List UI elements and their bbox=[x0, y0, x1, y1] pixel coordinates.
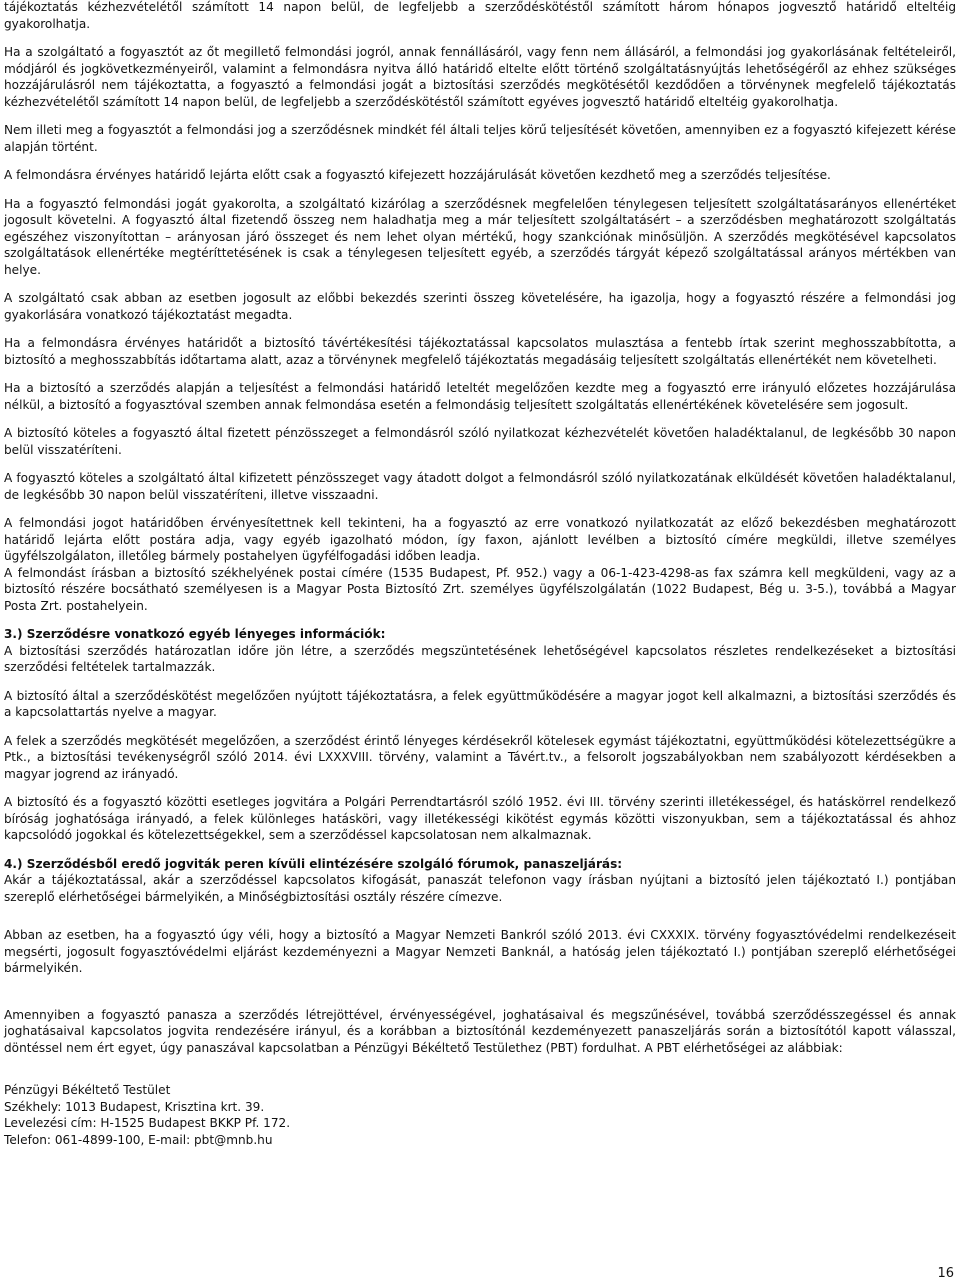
pbt-mail-address: Levelezési cím: H-1525 Budapest BKKP Pf. 172. bbox=[4, 1116, 291, 1130]
paragraph-performance-start: A felmondásra érvényes határidő lejárta előtt csak a fogyasztó kifejezett hozzájárulását követően kezdhető meg a szerződés teljesítése. bbox=[4, 168, 831, 182]
page-number: 16 bbox=[937, 1266, 954, 1281]
paragraph-consumer-refund: A fogyasztó köteles a szolgáltató által kifizetett pénzösszeget vagy átadott dolgot a felmondásról szóló nyilatkozatának elküldését követően haladéktalanul, de legkésőbb 30 napon belül visszatéríteni, illetve visszaadni. bbox=[4, 471, 956, 502]
paragraph-withdrawal-no-info: Ha a szolgáltató a fogyasztót az őt megillető felmondási jogról, annak fennállásáról, vagy fenn nem állásáról, a felmondási jog gyakorlásának feltételeiről, módjáról és jogkövetkezményeiről, valamint a felmondásra nyitva álló határidő eltelte előtt történő szolgáltatásnyújtás lehetőségéről az ehhez szükséges hozzájárulásról nem tájékoztatta, a fogyasztó a felmondási jogát a biztosítási szerződés megkötésétől kezdődően a törvénynek megfelelő tájékoztatás kézhezvételétől számított 14 napon belül, de legfeljebb a szerződéskötéstől számított egyéves jogvesztő határidő elteltéig gyakorolhatja. bbox=[4, 45, 956, 109]
paragraph-mnb-procedure: Abban az esetben, ha a fogyasztó úgy véli, hogy a biztosító a Magyar Nemzeti Bankról szóló 2013. évi CXXXIX. törvény fogyasztóvédelmi rendelkezéseit megsérti, jogosult fogyasztóvédelmi eljárást kezdeményezni a Magyar Nemzeti Banknál, a hatóság jelen tájékoztató I.) pontjában szereplő elérhetőségei bármelyikén. bbox=[4, 928, 956, 975]
paragraph-early-performance: Ha a biztosító a szerződés alapján a teljesítést a felmondási határidő leteltét megelőzően kezdte meg a fogyasztó erre irányuló előzetes hozzájárulása nélkül, a biztosító a fogyasztóval szemben annak felmondása esetén a felmondásig teljesített szolgáltatás ellenértékének követelésére sem jogosult. bbox=[4, 381, 956, 412]
paragraph-insurer-refund: A biztosító köteles a fogyasztó által fizetett pénzösszeget a felmondásról szóló nyilatkozat kézhezvételét követően haladéktalanul, de legkésőbb 30 napon belül visszatéríteni. bbox=[4, 426, 956, 457]
paragraph-timely-withdrawal: A felmondási jogot határidőben érvényesítettnek kell tekinteni, ha a fogyasztó az erre vonatkozó nyilatkozatát az előző bekezdésben meghatározott határidő lejárta előtt postára adja, vagy egyéb igazolható módon, így faxon, ajánlott levélben a biztosító címére megküldi, illetve személyes ügyfélszolgálaton, illetőleg bármely postahelyen ügyfélfogadási időben leadja. bbox=[4, 516, 956, 563]
paragraph-language: A biztosító által a szerződéskötést megelőzően nyújtott tájékoztatásra, a felek együttműködésére a magyar jogot kell alkalmazni, a biztosítási szerződés és a kapcsolattartás nyelve a magyar. bbox=[4, 688, 956, 719]
section-heading-4: 4.) Szerződésből eredő jogviták peren kívüli elintézésére szolgáló fórumok, panaszeljárás: bbox=[4, 856, 623, 871]
pbt-name: Pénzügyi Békéltető Testület bbox=[4, 1083, 171, 1097]
paragraph-pbt: Amennyiben a fogyasztó panasza a szerződés létrejöttével, érvényességével, joghatásaival és megszűnésével, továbbá szerződésszegéssel és annak joghatásaival kapcsolatos jogvita rendezésére irányul, és a korábban a biztosítónál kezdeményezett panaszeljárás során a biztosítótól kapott válasszal, döntéssel nem ért egyet, úgy panaszával kapcsolatban a Pénzügyi Békéltető Testülethez (PBT) fordulhat. A PBT elérhetőségei az alábbiak: bbox=[4, 1007, 956, 1055]
pbt-address-block bbox=[4, 1082, 956, 1148]
paragraph-cooperation: A felek a szerződés megkötését megelőzően, a szerződést érintő lényeges kérdésekről kötelesek egymást tájékoztatni, együttműködési kötelezettségükre a Ptk., a biztosítási tevékenységről szóló 2014. évi LXXXVIII. törvény, valamint a Távért.tv., a felsorolt jogszabályokban nem szabályozott kérdésekben a magyar jogrend az irányadó. bbox=[4, 733, 956, 781]
paragraph-withdrawal-address: A felmondást írásban a biztosító székhelyének postai címére (1535 Budapest, Pf. 952.) vagy a 06-1-423-4298-as fax számra kell megküldeni, vagy az a biztosító részére bocsátható személyesen is a Magyar Posta Biztosító Zrt. személyes ügyfélszolgálatán (1022 Budapest, Bég u. 3-5.), továbbá a Magyar Posta Zrt. postahelyein. bbox=[4, 565, 956, 613]
paragraph-extended-deadline: Ha a felmondásra érvényes határidőt a biztosító távértékesítési tájékoztatással kapcsolatos mulasztása a fentebb írtak szerint meghosszabbította, a biztosító a meghosszabbítás időtartama alatt, azaz a törvénynek megfelelő tájékoztatás megadásáig teljesített szolgáltatás ellenértékét nem követelheti. bbox=[4, 336, 956, 367]
paragraph-contract-term: A biztosítási szerződés határozatlan időre jön létre, a szerződés megszüntetésének lehetőségével kapcsolatos részletes rendelkezéseket a biztosítási szerződési feltételek tartalmazzák. bbox=[4, 643, 956, 674]
pbt-seat: Székhely: 1013 Budapest, Krisztina krt. 39. bbox=[4, 1099, 265, 1114]
paragraph-fee-condition: A szolgáltató csak abban az esetben jogosult az előbbi bekezdés szerinti összeg követelésére, ha igazolja, hogy a fogyasztó részére a felmondási jog gyakorlására vonatkozó tájékoztatást megadta. bbox=[4, 291, 956, 322]
paragraph-proportional-fee: Ha a fogyasztó felmondási jogát gyakorolta, a szolgáltató kizárólag a szerződésnek megfelelően ténylegesen teljesített szolgáltatásarányos ellenértéket jogosult követelni. A fogyasztó által fizetendő összeg nem haladhatja meg a már teljesített szolgáltatásért – a szerződésben meghatározott szolgáltatás egészéhez viszonyítottan – arányosan járó összeget és nem lehet olyan mértékű, hogy szankciónak minősüljön. A szerződés megkötésével kapcsolatos szolgáltatások ellenértéke megtéríttetésének is csak a ténylegesen teljesített egyéb, a szerződés tárgyát képező szolgáltatással arányos mértékben van helye. bbox=[4, 196, 956, 277]
pbt-contact: Telefon: 061-4899-100, E-mail: pbt@mnb.hu bbox=[4, 1132, 273, 1147]
paragraph-withdrawal-deadline: tájékoztatás kézhezvételétől számított 14 napon belül, de legfeljebb a szerződéskötéstől számított három hónapos jogvesztő határidő elteltéig gyakorolhatja. bbox=[4, 0, 956, 31]
document-page bbox=[4, 0, 956, 1148]
paragraph-jurisdiction: A biztosító és a fogyasztó közötti esetleges jogvitára a Polgári Perrendtartásról szóló 1952. évi III. törvény szerinti illetékességel, és hatáskörrel rendelkező bíróság joghatósága irányadó, a felek különleges hatásköri, vagy illetékességi kikötést egymás közötti viszonyukban, sem a tájékoztatással és ahhoz kapcsolódó jogokkal és kötelezettségekkel, sem a szerződéssel kapcsolatosan nem alkalmaznak. bbox=[4, 795, 956, 842]
paragraph-complaint: Akár a tájékoztatással, akár a szerződéssel kapcsolatos kifogását, panaszát telefonon vagy írásban nyújtani a biztosító jelen tájékoztató I.) pontjában szereplő elérhetőségei bármelyikén, a Minőségbiztosítási osztály részére címezve. bbox=[4, 873, 956, 904]
paragraph-no-withdrawal-right: Nem illeti meg a fogyasztót a felmondási jog a szerződésnek mindkét fél általi teljes körű teljesítését követően, amennyiben ez a fogyasztó kifejezett kérése alapján történt. bbox=[4, 123, 956, 154]
section-heading-3: 3.) Szerződésre vonatkozó egyéb lényeges információk: bbox=[4, 627, 386, 641]
